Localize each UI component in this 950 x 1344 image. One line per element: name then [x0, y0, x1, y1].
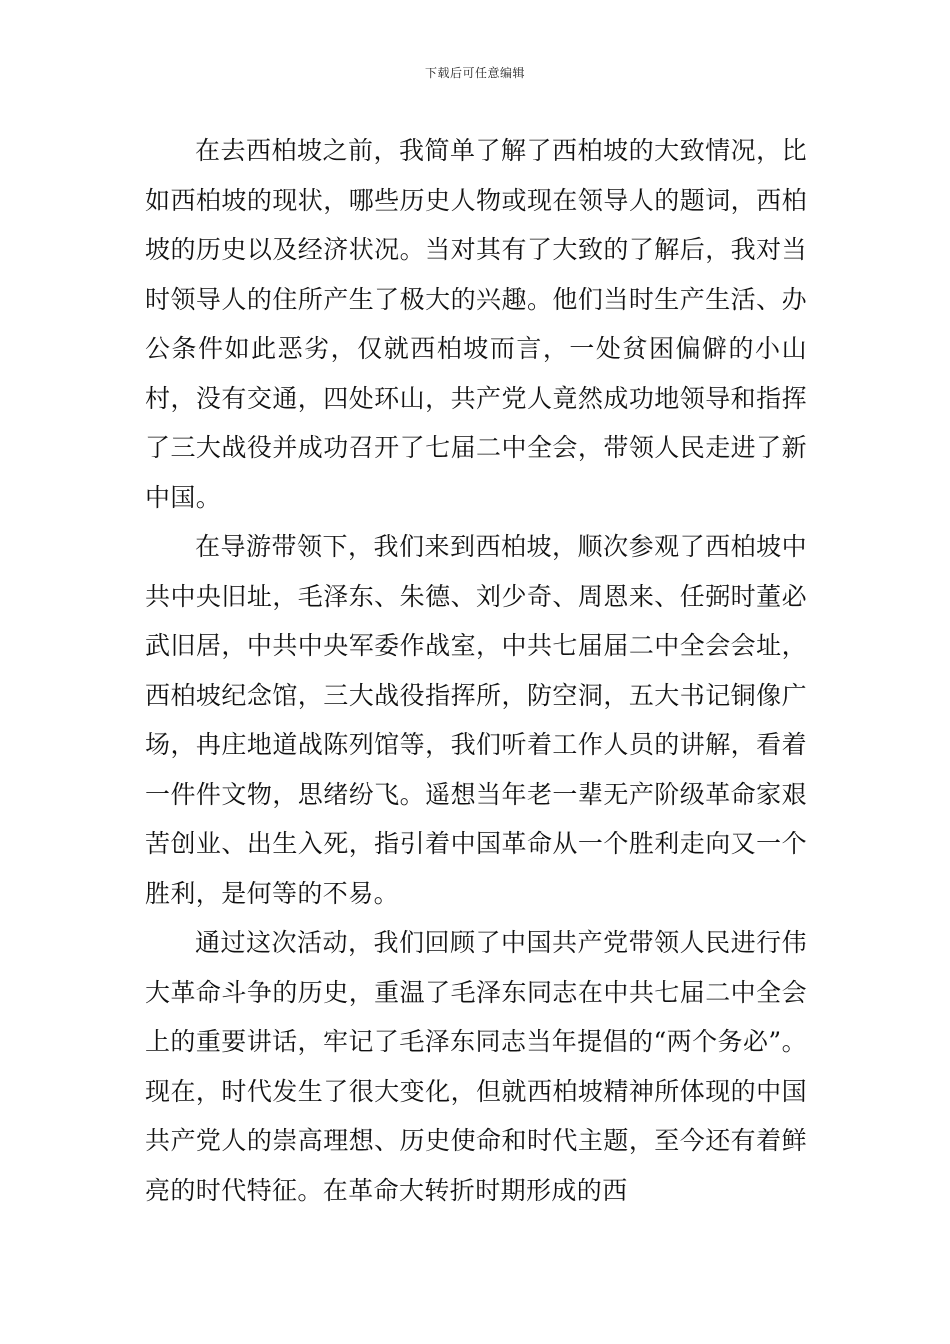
- paragraph-visit-reflection: 通过这次活动，我们回顾了中国共产党带领人民进行伟大革命斗争的历史，重温了毛泽东同志在中共七届二中全会上的重要讲话，牢记了毛泽东同志当年提倡的“两个务必”。现在，时代发生了很大变化，但就西柏坡精神所体现的中国共产党人的崇高理想、历史使命和时代主题，至今还有着鲜亮的时代特征。在革命大转折时期形成的西: [145, 928, 807, 1205]
- header-note: 下载后可任意编辑: [424, 66, 525, 80]
- paragraph-visit-tour: 在导游带领下，我们来到西柏坡，顺次参观了西柏坡中共中央旧址，毛泽东、朱德、刘少奇、周恩来、任弼时董必武旧居，中共中央军委作战室，中共七届届二中全会会址，西柏坡纪念馆，三大战役指挥所，防空洞，五大书记铜像广场，冉庄地道战陈列馆等，我们听着工作人员的讲解，看着一件件文物，思绪纷飞。遥想当年老一辈无产阶级革命家艰苦创业、出生入死，指引着中国革命从一个胜利走向又一个胜利，是何等的不易。: [145, 532, 807, 908]
- paragraph-visit-preparation: 在去西柏坡之前，我简单了解了西柏坡的大致情况，比如西柏坡的现状，哪些历史人物或现在领导人的题词，西柏坡的历史以及经济状况。当对其有了大致的了解后，我对当时领导人的住所产生了极大的兴趣。他们当时生产生活、办公条件如此恶劣，仅就西柏坡而言，一处贫困偏僻的小山村，没有交通，四处环山，共产党人竟然成功地领导和指挥了三大战役并成功召开了七届二中全会，带领人民走进了新中国。: [145, 136, 807, 512]
- document-body: [145, 126, 807, 1215]
